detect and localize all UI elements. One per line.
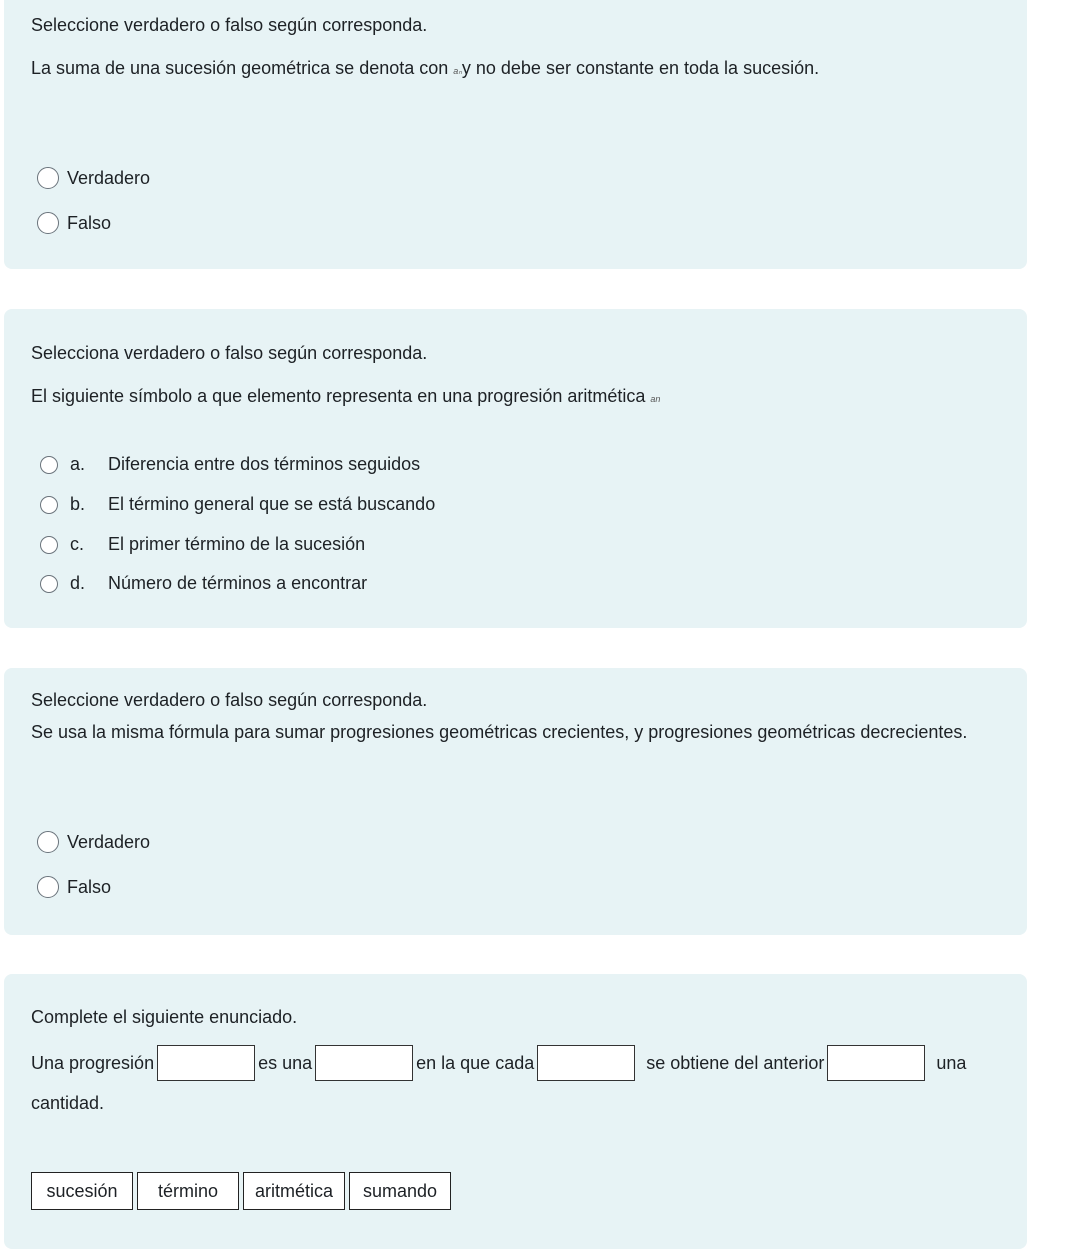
option-text: El primer término de la sucesión — [108, 534, 366, 554]
sentence-part-1: Una progresión — [31, 1053, 155, 1073]
sentence-part-2: es una — [258, 1053, 313, 1073]
question-card-4 — [4, 974, 1027, 1249]
question-1-option-false[interactable] — [37, 212, 111, 234]
question-1-statement-before: La suma de una sucesión geométrica se denota con — [31, 58, 454, 78]
drag-choice-aritmetica[interactable]: aritmética — [243, 1172, 345, 1210]
drop-blank-3[interactable] — [537, 1045, 635, 1081]
option-label: Falso — [67, 876, 112, 897]
option-letter: c. — [70, 534, 85, 554]
option-letter: b. — [70, 494, 86, 514]
question-2-symbol: an — [650, 394, 661, 404]
option-letter: a. — [70, 454, 86, 474]
sentence-part-5: una — [936, 1053, 967, 1073]
drag-choice-sucesion[interactable]: sucesión — [31, 1172, 133, 1210]
question-4-instruction: Complete el siguiente enunciado. — [31, 1007, 298, 1027]
radio-a[interactable] — [40, 456, 58, 474]
drop-blank-1[interactable] — [157, 1045, 255, 1081]
question-4-sentence — [31, 1042, 966, 1084]
question-3-option-false[interactable] — [37, 876, 111, 898]
drop-blank-4[interactable] — [827, 1045, 925, 1081]
drag-choice-termino[interactable]: término — [137, 1172, 239, 1210]
question-2-instruction: Selecciona verdadero o falso según corresponda. — [31, 343, 428, 363]
question-4-sentence-line2: cantidad. — [31, 1093, 105, 1113]
option-text: Número de términos a encontrar — [108, 573, 368, 593]
question-3-statement: Se usa la misma fórmula para sumar progresiones geométricas crecientes, y progresiones geométricas decrecientes. — [31, 722, 968, 742]
sentence-part-3: en la que cada — [416, 1053, 535, 1073]
question-2-statement — [31, 385, 660, 410]
option-text: El término general que se está buscando — [108, 494, 436, 514]
question-card-2 — [4, 309, 1027, 628]
drop-blank-2[interactable] — [315, 1045, 413, 1081]
sentence-part-4: se obtiene del anterior — [646, 1053, 825, 1073]
question-3-instruction: Seleccione verdadero o falso según corresponda. — [31, 690, 428, 710]
radio-false[interactable] — [37, 212, 59, 234]
question-1-symbol: aₙ — [453, 66, 462, 76]
question-1-option-true[interactable] — [37, 167, 150, 189]
radio-d[interactable] — [40, 575, 58, 593]
question-1-instruction: Seleccione verdadero o falso según corresponda. — [31, 15, 428, 35]
radio-c[interactable] — [40, 536, 58, 554]
drag-choices — [31, 1172, 451, 1210]
radio-false[interactable] — [37, 876, 59, 898]
question-2-option-a[interactable] — [40, 454, 420, 475]
radio-true[interactable] — [37, 831, 59, 853]
option-label: Falso — [67, 212, 112, 233]
radio-true[interactable] — [37, 167, 59, 189]
question-2-option-b[interactable] — [40, 494, 435, 515]
option-label: Verdadero — [67, 167, 151, 188]
option-letter: d. — [70, 573, 86, 593]
question-card-3 — [4, 668, 1027, 935]
question-2-statement-text: El siguiente símbolo a que elemento representa en una progresión aritmética — [31, 386, 651, 406]
option-text: Diferencia entre dos términos seguidos — [108, 454, 421, 474]
question-card-1 — [4, 0, 1027, 269]
question-1-statement — [31, 57, 819, 82]
question-2-option-c[interactable] — [40, 534, 365, 555]
radio-b[interactable] — [40, 496, 58, 514]
question-3-option-true[interactable] — [37, 831, 150, 853]
question-1-statement-after: y no debe ser constante en toda la sucesión. — [461, 58, 820, 78]
drag-choice-sumando[interactable]: sumando — [349, 1172, 451, 1210]
option-label: Verdadero — [67, 831, 151, 852]
question-2-option-d[interactable] — [40, 573, 367, 594]
